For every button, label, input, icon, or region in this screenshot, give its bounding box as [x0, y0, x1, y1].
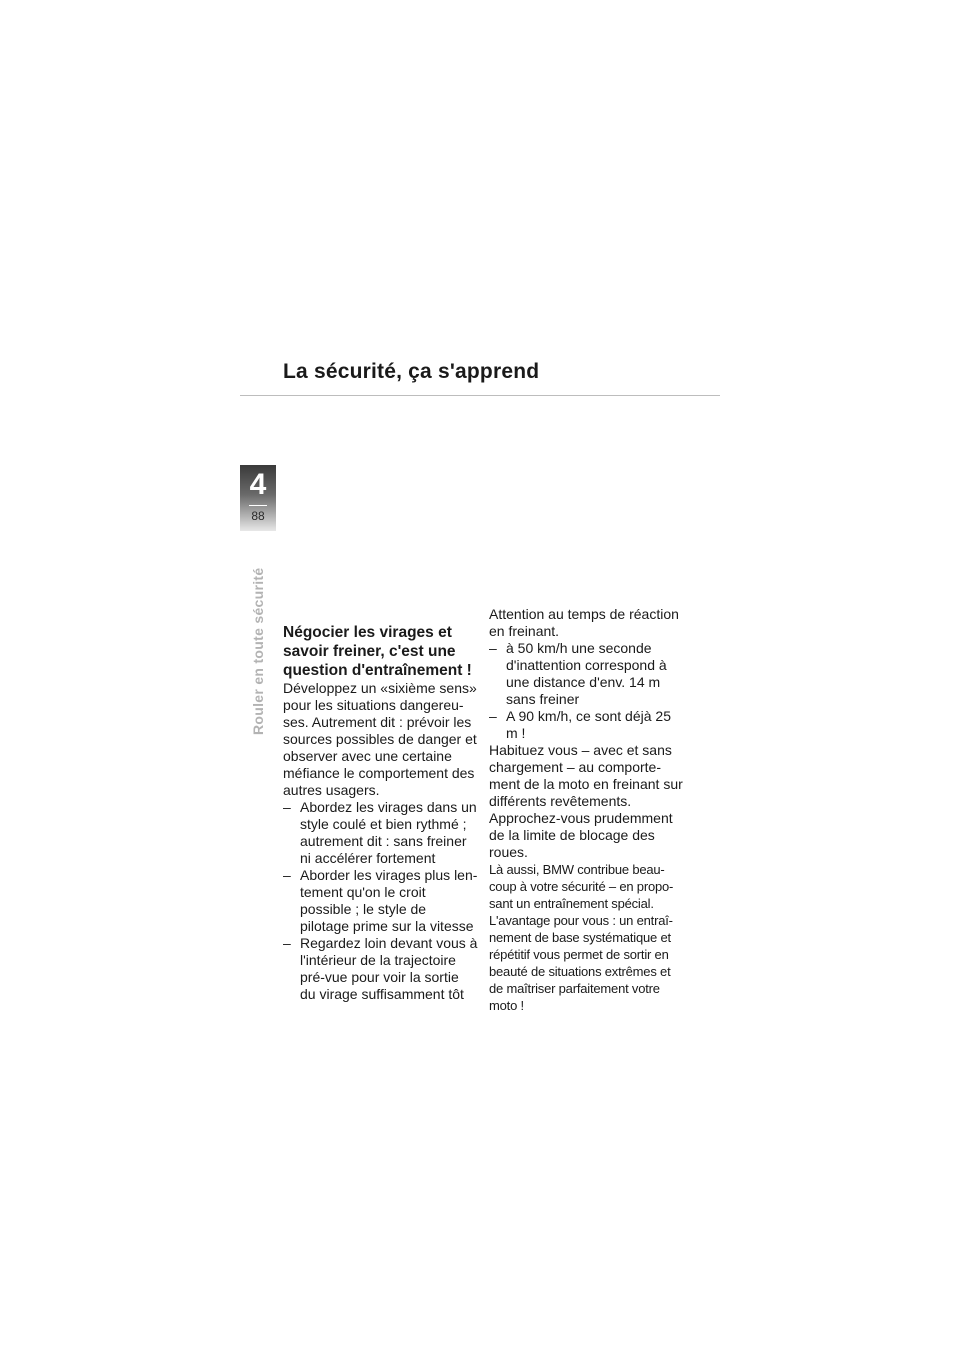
chapter-number: 4: [249, 468, 267, 501]
bmw-training-paragraph: Là aussi, BMW contribue beau-coup à votre sécurité – en propo-sant un entraînement spécial. L'avantage pour vous : un entraî-nement de base systématique et répétitif vous permet de sortir en beauté de situations extrêmes et de maîtriser parfaitement votre moto !: [489, 862, 674, 1013]
reaction-time-intro: Attention au temps de réaction en freinant.: [489, 606, 679, 639]
page-number: 88: [251, 509, 265, 523]
braking-practice-paragraph: Habituez vous – avec et sans chargement – au comporte-ment de la moto en freinant sur différents revêtements. Approchez-vous prudemment de la limite de blocage des roues.: [489, 742, 683, 860]
braking-distance-list: [489, 640, 684, 742]
list-item: – Aborder les virages plus len-tement qu'on le croit possible ; le style de pilotage prime sur la vitesse: [283, 867, 478, 935]
list-item: – A 90 km/h, ce sont déjà 25 m !: [489, 708, 684, 742]
chapter-tab: [240, 465, 276, 531]
title-divider: [240, 395, 720, 396]
list-item: – Abordez les virages dans un style coulé et bien rythmé ; autrement dit : sans freiner ni accélérer fortement: [283, 799, 478, 867]
section-side-label: Rouler en toute sécurité: [250, 567, 266, 735]
section-heading: Négocier les virages et savoir freiner, c'est une question d'entraînement !: [283, 624, 472, 679]
page-title: La sécurité, ça s'apprend: [283, 360, 540, 383]
left-column: [283, 623, 478, 1003]
list-item: – à 50 km/h une seconde d'inattention correspond à une distance d'env. 14 m sans freiner: [489, 640, 684, 708]
chapter-divider: [249, 505, 267, 506]
list-item: – Regardez loin devant vous à l'intérieur de la trajectoire pré-vue pour voir la sortie du virage suffisamment tôt: [283, 935, 478, 1003]
intro-paragraph: Développez un «sixième sens» pour les situations dangereu-ses. Autrement dit : prévoir les sources possibles de danger et observer avec une certaine méfiance le comportement des autres usagers.: [283, 680, 477, 798]
cornering-tips-list: [283, 799, 478, 1003]
right-column: [489, 606, 684, 1014]
